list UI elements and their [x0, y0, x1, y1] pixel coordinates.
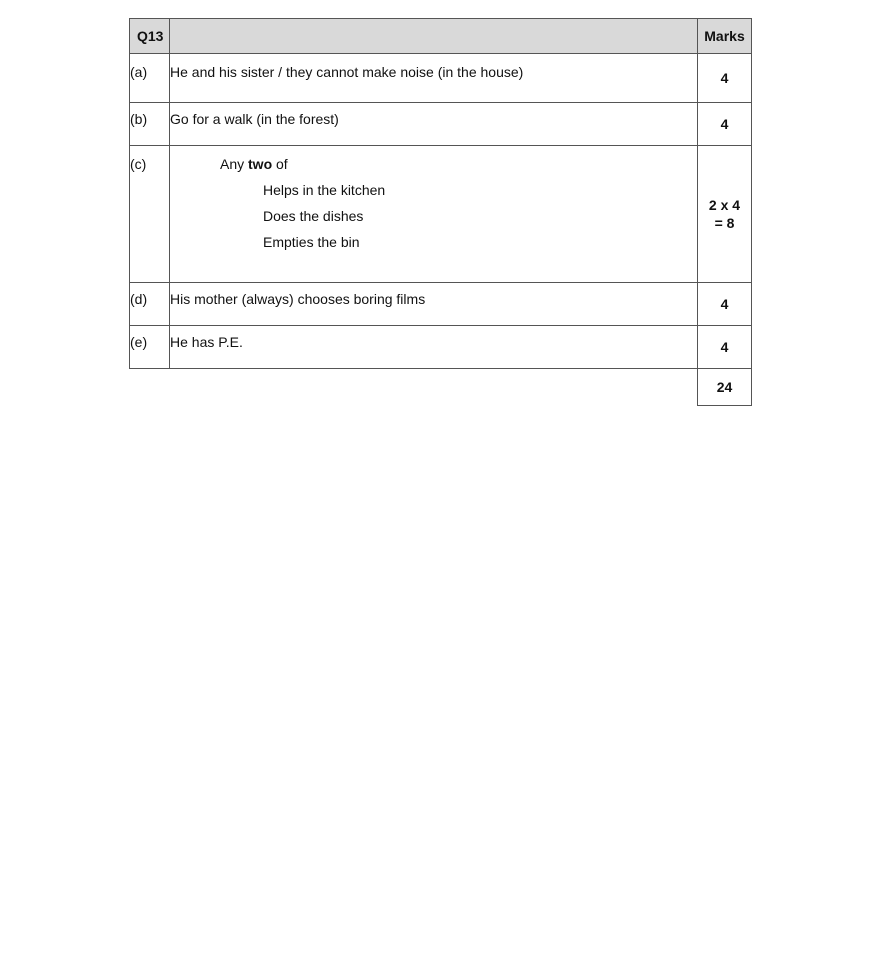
- answer-options: [170, 146, 698, 283]
- answer-text: His mother (always) chooses boring films: [170, 283, 698, 326]
- part-label: (d): [130, 283, 170, 326]
- intro-text: Any: [220, 156, 249, 172]
- intro-text-end: of: [272, 156, 288, 172]
- marks-value: 4: [698, 283, 752, 326]
- empty-cell: [130, 369, 170, 406]
- marks-value: [698, 146, 752, 283]
- marks-value: 4: [698, 54, 752, 103]
- part-label: (a): [130, 54, 170, 103]
- question-number: Q13: [130, 19, 170, 54]
- answer-text: He and his sister / they cannot make noise (in the house): [170, 54, 698, 103]
- option-item: Helps in the kitchen: [263, 182, 386, 198]
- marks-value: 4: [698, 326, 752, 369]
- marks-line: = 8: [714, 215, 735, 231]
- table-row: [130, 326, 752, 369]
- part-label: (e): [130, 326, 170, 369]
- table-row: [130, 54, 752, 103]
- marks-value: 4: [698, 103, 752, 146]
- table-row: [130, 103, 752, 146]
- total-marks: 24: [698, 369, 752, 406]
- option-item: Empties the bin: [263, 234, 360, 250]
- part-label: (b): [130, 103, 170, 146]
- empty-cell: [170, 369, 698, 406]
- total-row: [130, 369, 752, 406]
- table-row: [130, 146, 752, 283]
- options-intro: [220, 156, 697, 172]
- header-answer-cell: [170, 19, 698, 54]
- option-item: Does the dishes: [263, 208, 364, 224]
- intro-emphasis: two: [248, 156, 273, 172]
- mark-scheme-table: [129, 18, 752, 406]
- marks-line: 2 x 4: [708, 197, 741, 213]
- table-row: [130, 283, 752, 326]
- answer-text: Go for a walk (in the forest): [170, 103, 698, 146]
- part-label: (c): [130, 146, 170, 283]
- answer-text: He has P.E.: [170, 326, 698, 369]
- table-header-row: [130, 19, 752, 54]
- marks-header: Marks: [698, 19, 752, 54]
